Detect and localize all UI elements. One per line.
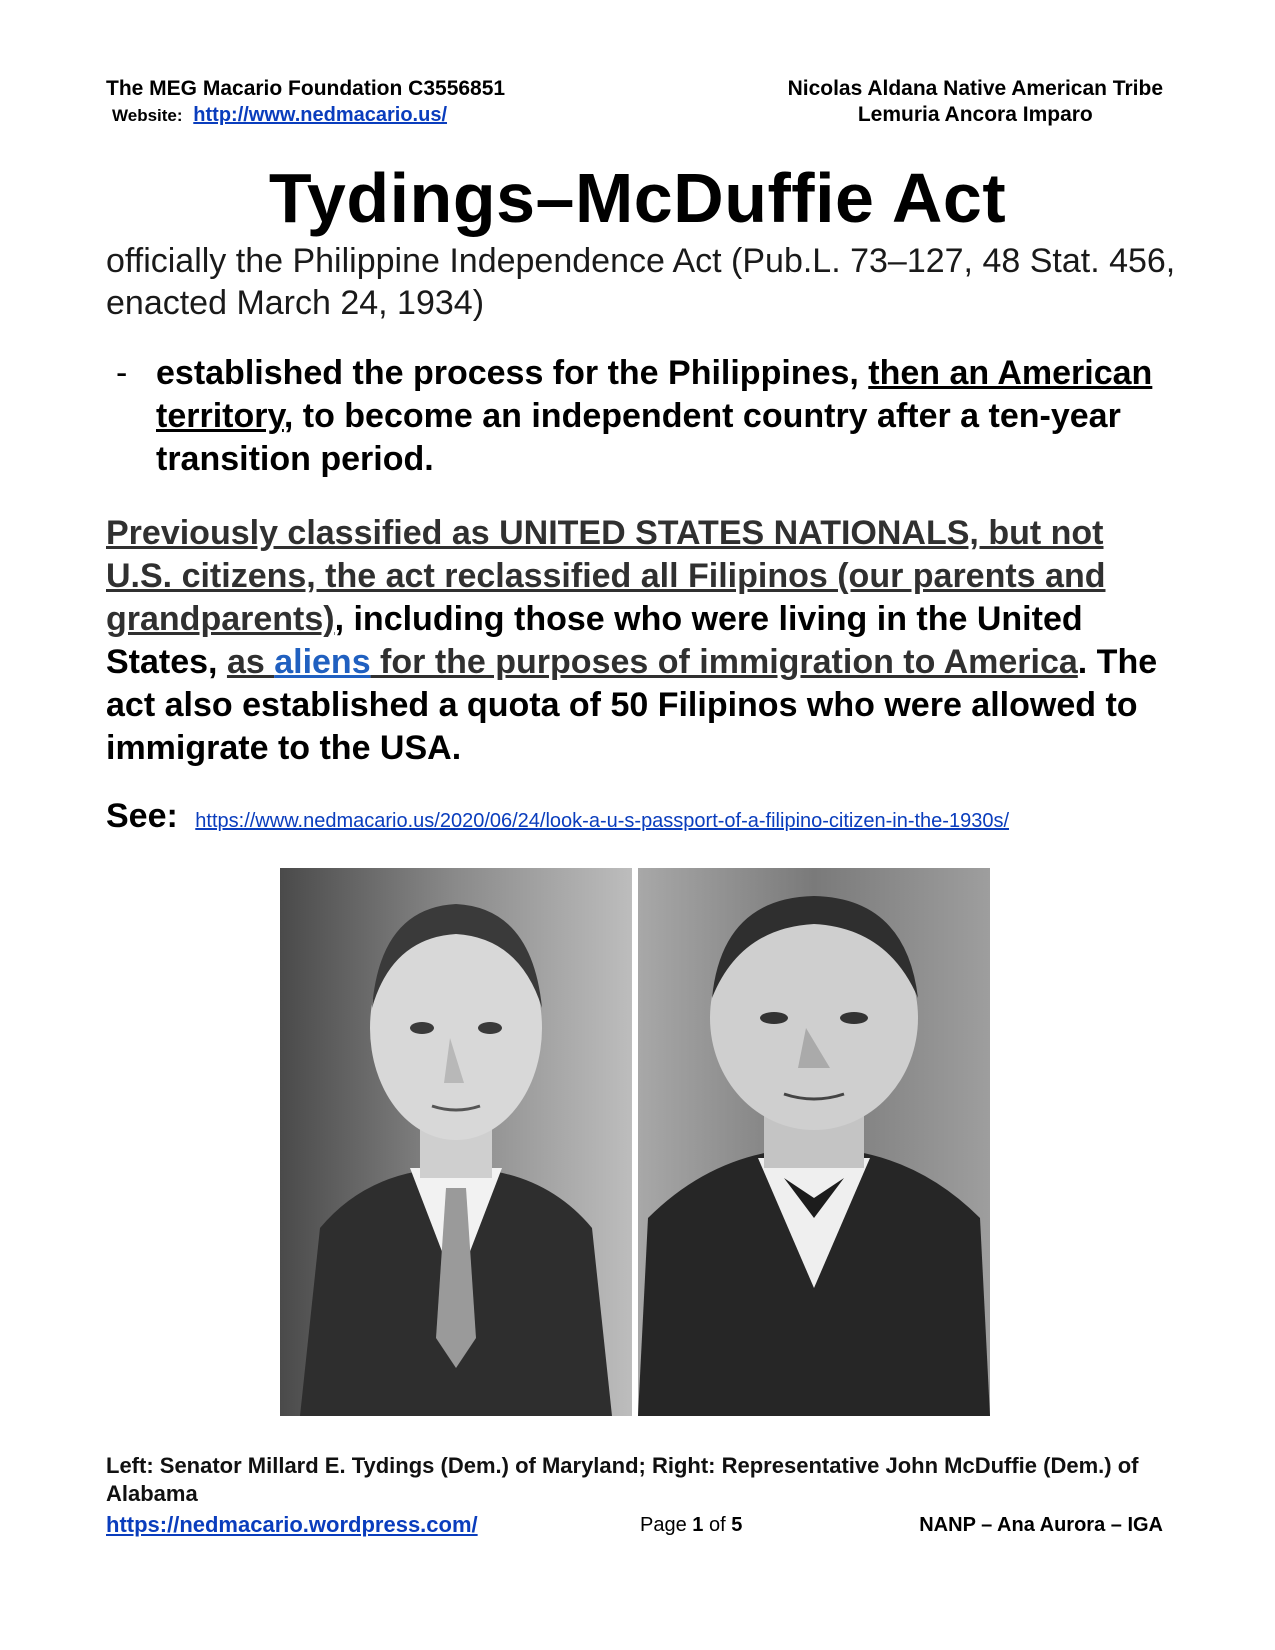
aliens-link[interactable]: aliens xyxy=(274,643,371,681)
bullet-underlined: then an American territory xyxy=(156,354,1153,435)
website-label: Website: xyxy=(112,106,183,125)
foundation-name: The MEG Macario Foundation C3556851 xyxy=(106,77,506,100)
bullet-part1: established the process for the Philippines, xyxy=(156,354,869,392)
para-underlined-1: Previously classified as UNITED STATES NATIONALS, but not U.S. citizens, the act reclassified all Filipinos (our parents and grandparents) xyxy=(106,514,1106,638)
header-left xyxy=(106,76,505,129)
para-underlined-2: as xyxy=(226,643,275,681)
see-label: See: xyxy=(106,797,178,835)
para-text-1: , including those who were living in the United States, xyxy=(106,600,1083,681)
tribe-name: Nicolas Aldana Native American Tribe xyxy=(787,77,1163,100)
passport-article-link[interactable]: https://www.nedmacario.us/2020/06/24/look-a-u-s-passport-of-a-filipino-citizen-in-the-1930s/ xyxy=(195,810,1010,832)
footer-right-text: NANP – Ana Aurora – IGA xyxy=(919,1514,1163,1536)
para-underlined-3: for the purposes of immigration to America xyxy=(370,643,1078,681)
bullet-part2: , to become an independent country after a ten-year transition period. xyxy=(156,397,1121,478)
page-title: Tydings–McDuffie Act xyxy=(268,159,1007,237)
page-current: 1 xyxy=(692,1514,704,1536)
see-line xyxy=(106,796,1009,841)
website-line xyxy=(112,102,505,129)
page-number xyxy=(640,1514,742,1537)
header-right xyxy=(788,76,1163,128)
page-word: Page xyxy=(640,1514,687,1536)
website-link[interactable]: http://www.nedmacario.us/ xyxy=(193,104,448,126)
subtitle: officially the Philippine Independence Act (Pub.L. 73–127, 48 Stat. 456, enacted March 24, 1934) xyxy=(106,242,1176,322)
para-text-2: . The act also established a quota of 50 Filipinos who were allowed to immigrate to the USA. xyxy=(106,643,1158,767)
mcduffie-portrait xyxy=(638,868,990,1416)
portrait-photos xyxy=(280,868,990,1416)
main-paragraph xyxy=(106,512,1176,770)
photo-caption: Left: Senator Millard E. Tydings (Dem.) of Maryland; Right: Representative John McDuffie (Dem.) of Alabama xyxy=(106,1453,1139,1506)
bullet-item xyxy=(116,352,1176,481)
page-of: of xyxy=(708,1514,726,1536)
tydings-portrait xyxy=(280,868,632,1416)
page-total: 5 xyxy=(731,1514,743,1536)
footer-wordpress-link[interactable]: https://nedmacario.wordpress.com/ xyxy=(106,1512,478,1537)
motto: Lemuria Ancora Imparo xyxy=(857,103,1093,126)
bullet-dash: - xyxy=(116,354,128,392)
bullet-text xyxy=(156,352,1176,481)
